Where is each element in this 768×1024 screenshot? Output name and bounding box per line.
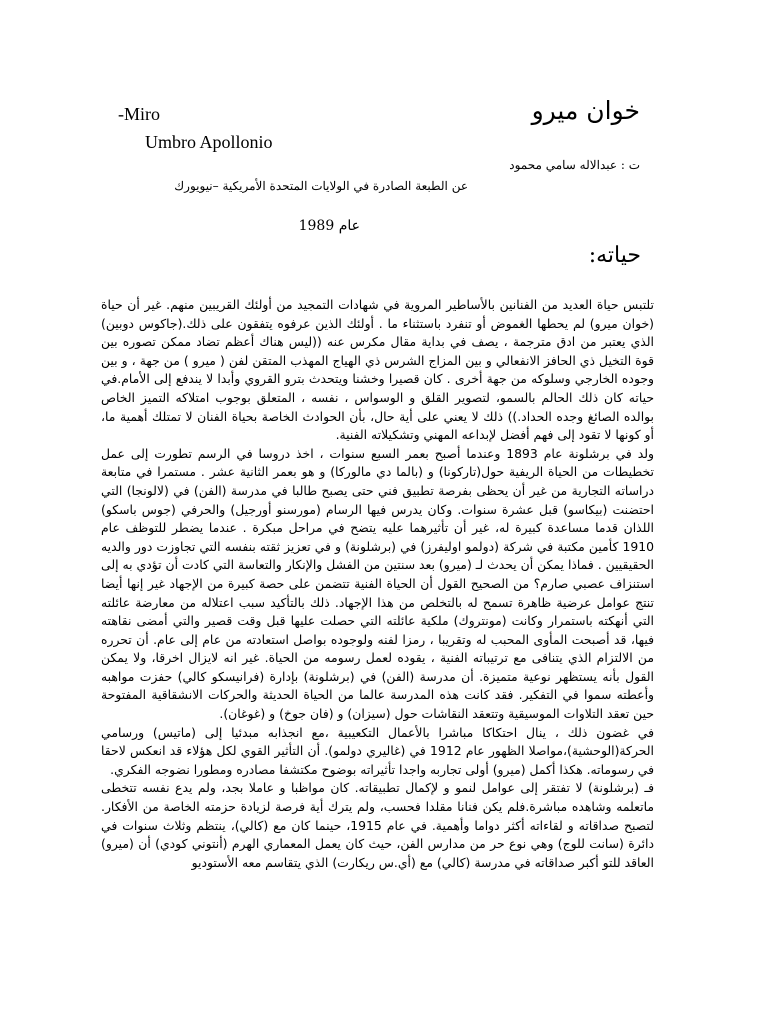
body-paragraph-1: تلتبس حياة العديد من الفنانين بالأساطير المروية في شهادات التمجيد من أولئك القريبين منهم. غير أن حياة (خوان ميرو) لم يحطها الغموض أو تنفرد باستثناء ما . أولئك الذين عرفوه يتفقون على ذلك.(جاكوس دوبين) الذي يعتبر من ادق مترجمة ، يصف في بداية مقال مكرس عنه ((ليس هناك أعظم تضاد ممكن تصوره بين قوة التخيل ذي الحافز الانفعالي و بين المزاج الشرس ذي الهياج المهذب المتقن لفن ( ميرو ) من جهة ، و بين وجوده الخارجي وسلوكه من جهة أخرى . كان قصيرا وخشنا ويتحدث بترو القروي وأبدا لا يندفع إلى الأمام.في حياته كان ذلك الحالم بالسمو، لتصوير القلق و الوسواس ، نفسه ، المتعلق بوجوب امتلاكه التميز الخاص بوالده الصائغ وجده الحداد.)) ذلك لا يعني على أية حال، بأن الحوادث الخاصة بحياة الفنان لا تمتلك أهمية ما، أو كونها لا تقود إلى فهم أفضل لإبداعه المهني وتشكيلاته الفنية. — [101, 297, 654, 443]
document-body — [101, 296, 654, 872]
author-name: Umbro Apollonio — [145, 132, 273, 152]
source-edition-line: عن الطبعة الصادرة في الولايات المتحدة الأمريكية –نيويورك — [174, 179, 468, 193]
body-paragraph-4: فـ (برشلونة) لا تفتقر إلى عوامل لنمو و لإكمال تطبيقاته. كان مواظبا و عاملا بجد، ولم يدع نفسه تتخطى ماتعلمه وشاهده مباشرة.فلم يكن فنانا مقلدا فحسب، ولم يترك أية فرصة لزيادة حزمته الخاصة من الأفكار. لتصبح صداقاته و لقاءاته أكثر دواما وأهمية. في عام 1915، حينما كان مع (كالي)، ينتظم وثلاث سنوات في دائرة (سانت للوج) وهي نوع حر من مدارس الفن، حيث كان يعمل المعماري الهرم (أنتوني كودي) أن (ميرو) العاقد للتو أكبر صداقاته في مدرسة (كالي) مع (أي.س ريكارت) الذي يتقاسم معه الأستوديو — [101, 780, 654, 870]
body-paragraph-3: في غضون ذلك ، ينال احتكاكا مباشرا بالأعمال التكعيبية ،مع انجذابه مبدئيا إلى (ماتيس) ورسامي الحركة(الوحشية)،مواصلا الظهور عام 1912 في (غاليري دولمو). أن التأثير القوي لكل هؤلاء قد انعكس لاحقا في رسوماته. هكذا أكمل (ميرو) أولى تجاربه واجدا تأثيراته بوضوح مكتشفا مصادره ومطورا نضوجه الفكري. — [101, 724, 654, 777]
page-title-english: -Miro — [118, 104, 160, 124]
section-title: حياته: — [588, 243, 641, 268]
publication-year: عام 1989 — [298, 218, 360, 234]
translator-line: ت : عبدالاله سامي محمود — [509, 158, 640, 172]
page-title-arabic: خوان ميرو — [531, 96, 640, 125]
body-paragraph-2: ولد في برشلونة عام 1893 وعندما أصبح بعمر السبع سنوات ، اخذ دروسا في الرسم تطورت إلى عمل تخطيطات من الحياة الريفية حول(تاركونا) و (بالما دي مالوركا) و هو بعمر الثانية عشر . مستمرا في متابعة دراساته التجارية من غير أن يحظى بفرصة تطبيق فني حتى يصبح طالبا في مدرسة (الفن) في (لالونجا) التي احتضنت (بيكاسو) قبل عشرة سنوات. وكان يدرس فيها الرسام (مورسنو أورجيل) والحرفي (جوس باسكو) اللذان قدما مساعدة كبيرة له، غير أن تأثيرهما عليه يتضح في مراحل مبكرة . عندما يضطر للتوظف عام 1910 كأمين مكتبة في شركة (دولمو اوليفرز) في (برشلونة) و في تعزيز ثقته بنفسه التي تجاوزت دور والديه الحقيقيين . فماذا يمكن أن يحدث لـ (ميرو) بعد سنتين من الفشل والإنكار والتعاسة التي كادت أن تؤدي به إلى استنزاف عصبي صارم؟ من الصحيح القول أن الحياة الفنية تتضمن على حصة كبيرة من الإجهاد غير إنها أيضا تنتج عوامل عرضية ظاهرة تسمح له بالتخلص من هذا الإجهاد. ذلك بالتأكيد سبب اعتلاله من معارضة عائلته التي أنهكته باستمرار وكانت (مونتروك) ملكية عائلته التي حصلت عليها قبل وقت قصير والتي أمضى نقاهته فيها، قد أصبحت المأوى المحبب له وتقريبا ، رمزا لفنه ولوجوده بواصل استعادته من عام إلى عام. أن تحرره من الالتزام الذي يتنافى مع ترتيباته الفنية ، يقوده لعمل رسومه من الحياة. غير انه لايزال اخرقا، ولا يمكن القول بأنه يستظهر نوعية متميزة. أن مدرسة (الفن) في (برشلونة) بإدارة (فرانيسكو كالي) حفزت مواهبه وأعطته سموا في التفكير. فقد كانت هذه المدرسة عالما من الحياة الحديثة والحركات الانشقاقية المفتوحة حين تعقد التلاوات الموسيقية وتتعقد النقاشات حول (سيزان) و (فان جوخ) و (غوغان). — [101, 445, 654, 722]
